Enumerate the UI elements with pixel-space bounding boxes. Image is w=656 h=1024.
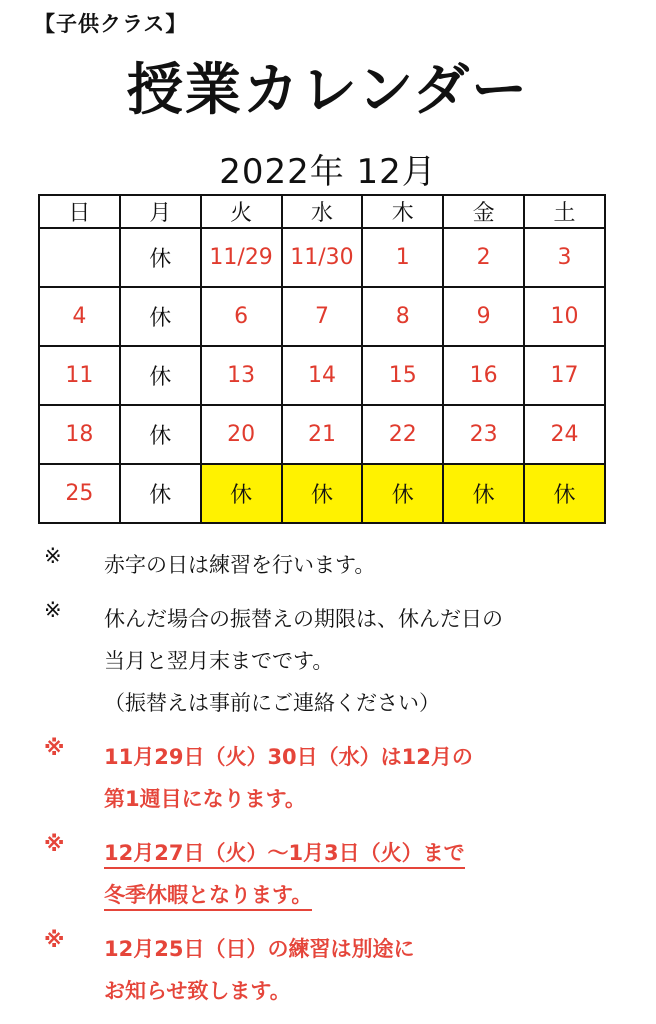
note-item <box>44 598 644 724</box>
calendar-day-cell: 3 <box>524 228 605 287</box>
calendar-day-cell: 14 <box>282 346 363 405</box>
weekday-header: 土 <box>524 195 605 228</box>
weekday-header: 火 <box>201 195 282 228</box>
note-line <box>104 682 644 724</box>
calendar-day-cell: 15 <box>362 346 443 405</box>
note-line-text: 11月29日（火）30日（水）は12月の <box>104 745 473 769</box>
note-line <box>104 736 644 778</box>
note-line-text: お知らせ致します。 <box>104 979 291 1003</box>
note-line-text: 冬季休暇となります。 <box>104 883 312 911</box>
class-label: 【子供クラス】 <box>34 12 188 36</box>
weekday-header: 月 <box>120 195 201 228</box>
calendar-day-cell: 13 <box>201 346 282 405</box>
calendar-week-row <box>39 228 605 287</box>
calendar-body <box>39 228 605 523</box>
calendar-week-row <box>39 464 605 523</box>
calendar-day-cell: 22 <box>362 405 443 464</box>
calendar-day-cell: 休 <box>120 287 201 346</box>
weekday-header: 木 <box>362 195 443 228</box>
calendar-day-cell: 24 <box>524 405 605 464</box>
calendar-day-cell: 11/30 <box>282 228 363 287</box>
calendar-day-cell: 16 <box>443 346 524 405</box>
note-line-text: 12月27日（火）～1月3日（火）まで <box>104 841 465 869</box>
month-title: 2022年 12月 <box>219 152 437 192</box>
calendar-day-cell: 休 <box>282 464 363 523</box>
note-line-text: 休んだ場合の振替えの期限は、休んだ日の <box>104 607 503 631</box>
calendar-day-cell: 11/29 <box>201 228 282 287</box>
weekday-header: 水 <box>282 195 363 228</box>
note-line <box>104 874 644 916</box>
calendar-day-cell: 11 <box>39 346 120 405</box>
note-line <box>104 640 644 682</box>
note-mark: ※ <box>44 736 65 760</box>
calendar-day-cell: 1 <box>362 228 443 287</box>
calendar-day-cell: 18 <box>39 405 120 464</box>
note-line-text: 赤字の日は練習を行います。 <box>104 553 376 577</box>
calendar-day-cell: 休 <box>120 228 201 287</box>
note-mark: ※ <box>44 832 65 856</box>
note-item <box>44 736 644 820</box>
note-line <box>104 544 644 586</box>
note-mark: ※ <box>44 598 62 622</box>
note-item <box>44 544 644 586</box>
calendar-day-cell: 休 <box>120 346 201 405</box>
calendar-day-cell: 23 <box>443 405 524 464</box>
calendar-day-cell: 20 <box>201 405 282 464</box>
note-line <box>104 598 644 640</box>
calendar-day-cell: 6 <box>201 287 282 346</box>
calendar-table <box>38 194 606 524</box>
note-line-text: 第1週目になります。 <box>104 787 306 811</box>
calendar-week-row <box>39 287 605 346</box>
note-item <box>44 928 644 1012</box>
note-mark: ※ <box>44 928 65 952</box>
note-line <box>104 832 644 874</box>
note-line-text: 当月と翌月末までです。 <box>104 649 334 673</box>
calendar-day-cell: 10 <box>524 287 605 346</box>
calendar-day-cell: 8 <box>362 287 443 346</box>
calendar-day-cell: 4 <box>39 287 120 346</box>
calendar-day-cell: 休 <box>201 464 282 523</box>
note-line-text: （振替えは事前にご連絡ください） <box>104 691 440 715</box>
note-item <box>44 832 644 916</box>
calendar-day-cell: 休 <box>120 464 201 523</box>
note-mark: ※ <box>44 544 62 568</box>
calendar-day-cell: 9 <box>443 287 524 346</box>
calendar-day-cell: 休 <box>362 464 443 523</box>
page-title: 授業カレンダー <box>126 58 530 123</box>
calendar-day-cell: 7 <box>282 287 363 346</box>
note-line-text: 12月25日（日）の練習は別途に <box>104 937 415 961</box>
note-line <box>104 970 644 1012</box>
calendar-day-cell: 休 <box>120 405 201 464</box>
note-line <box>104 928 644 970</box>
calendar-week-row <box>39 346 605 405</box>
weekday-header-row <box>39 195 605 228</box>
note-line <box>104 778 644 820</box>
calendar-day-cell: 休 <box>524 464 605 523</box>
calendar-day-cell <box>39 228 120 287</box>
calendar-day-cell: 17 <box>524 346 605 405</box>
calendar-day-cell: 21 <box>282 405 363 464</box>
calendar-day-cell: 休 <box>443 464 524 523</box>
weekday-header: 金 <box>443 195 524 228</box>
calendar-day-cell: 25 <box>39 464 120 523</box>
calendar-week-row <box>39 405 605 464</box>
notes-section <box>44 544 644 1024</box>
calendar-day-cell: 2 <box>443 228 524 287</box>
weekday-header: 日 <box>39 195 120 228</box>
